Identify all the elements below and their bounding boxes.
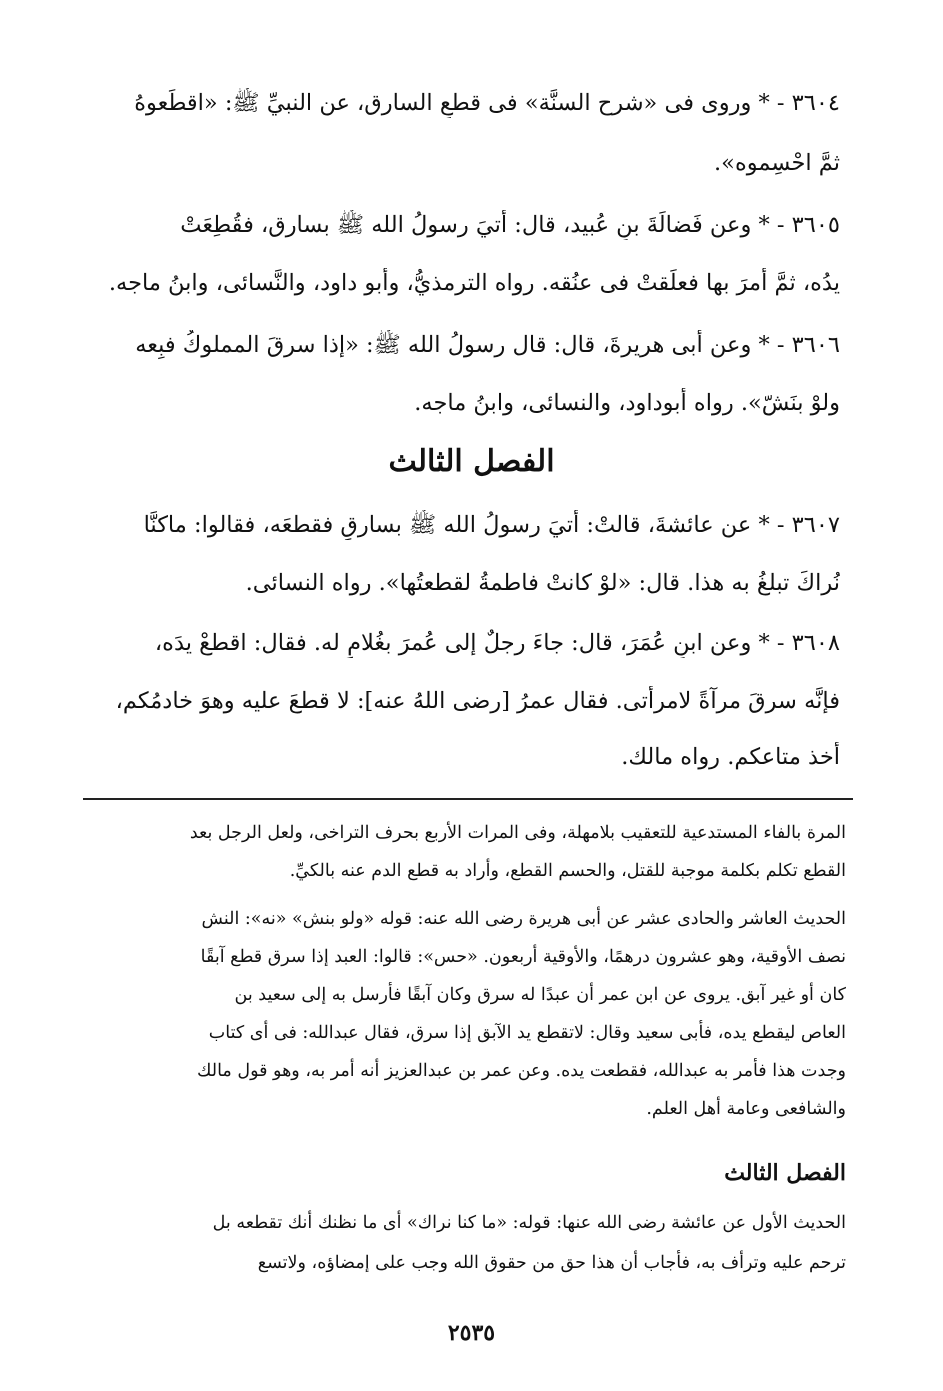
main-text-line: نُراكَ تبلغُ به هذا. قال: «لوْ كانتْ فاطمةُ لقطعتُها». رواه النسائى. (245, 570, 840, 596)
note-line: الحديث الأول عن عائشة رضى الله عنها: قوله: «ما كنا نراك» أى ما نظنك أنك تقطعه بل (212, 1213, 846, 1233)
note-line: نصف الأوقية، وهو عشرون درهمًا، والأوقية أربعون. «حس»: قالوا: العبد إذا سرق قطع آبقًا (200, 947, 846, 967)
main-text-line: ٣٦٠٤ - * وروى فى «شرح السنَّة» فى قطعِ السارق، عن النبيِّ ﷺ: «اقطَعوهُ (134, 90, 840, 116)
main-text-line: ٣٦٠٨ - * وعن ابنِ عُمَرَ، قال: جاءَ رجلٌ إلى عُمرَ بغُلامٍ له. فقال: اقطعْ يدَه، (154, 630, 840, 656)
note-line: العاص ليقطع يده، فأبى سعيد وقال: لاتقطع يد الآبق إذا سرق، فقال عبدالله: فى أى كتاب (208, 1023, 846, 1043)
note-section-heading: الفصل الثالث (724, 1160, 846, 1186)
main-text-line: فإنَّه سرقَ مرآةً لامرأتى. فقال عمرُ [رضى اللهُ عنه]: لا قطعَ عليه وهوَ خادمُكم، (115, 688, 840, 714)
page-number: ٢٥٣٥ (447, 1320, 496, 1346)
note-line: وجدت هذا فأمر به عبدالله، فقطعت يده. وعن عمر بن عبدالعزيز أنه أمر به، وهو قول مالك (197, 1061, 846, 1081)
main-text-line: ولوْ بنَشّ». رواه أبوداود، والنسائى، وابنُ ماجه. (414, 390, 840, 416)
main-text-line: ٣٦٠٧ - * عن عائشةَ، قالتْ: أُتيَ رسولُ الله ﷺ بسارقٍ فقطعَه، فقالوا: ماكنَّا (143, 512, 840, 538)
main-text-line: ثمَّ احْسِموه». (714, 150, 840, 176)
main-text-line: يدُه، ثمَّ أمرَ بها فعلِّقتْ فى عنُقه. رواه الترمذيُّ، وأبو داود، والنَّسائى، وابنُ ماجه. (108, 270, 840, 296)
note-line: القطع تكلم بكلمة موجبة للقتل، والحسم القطع، وأراد به قطع الدم عنه بالكيِّ. (289, 861, 846, 881)
note-line: ترحم عليه وترأف به، فأجاب أن هذا حق من حقوق الله وجب على إمضاؤه، ولاتسع (257, 1253, 846, 1273)
note-line: المرة بالفاء المستدعية للتعقيب بلامهلة، وفى المرات الأربع بحرف التراخى، ولعل الرجل بعد (189, 823, 846, 843)
footnote-divider (83, 798, 853, 800)
note-line: والشافعى وعامة أهل العلم. (646, 1099, 846, 1119)
note-line: كان أو غير آبق. يروى عن ابن عمر أن عبدًا له سرق وكان آبقًا فأرسل به إلى سعيد بن (234, 985, 846, 1005)
note-line: الحديث العاشر والحادى عشر عن أبى هريرة رضى الله عنه: قوله «ولو بنش» «نه»: النش (201, 909, 846, 929)
section-heading: الفصل الثالث (388, 444, 555, 479)
main-text-line: ٣٦٠٥ - * وعن فَضالَةَ بنِ عُبيد، قال: أُتيَ رسولُ الله ﷺ بسارق، فقُطِعَتْ (180, 212, 840, 238)
main-text-line: أخذ متاعكم. رواه مالك. (621, 744, 840, 770)
main-text-line: ٣٦٠٦ - * وعن أبى هريرةَ، قال: قال رسولُ الله ﷺ: «إذا سرقَ المملوكُ فبِعه (135, 332, 840, 358)
